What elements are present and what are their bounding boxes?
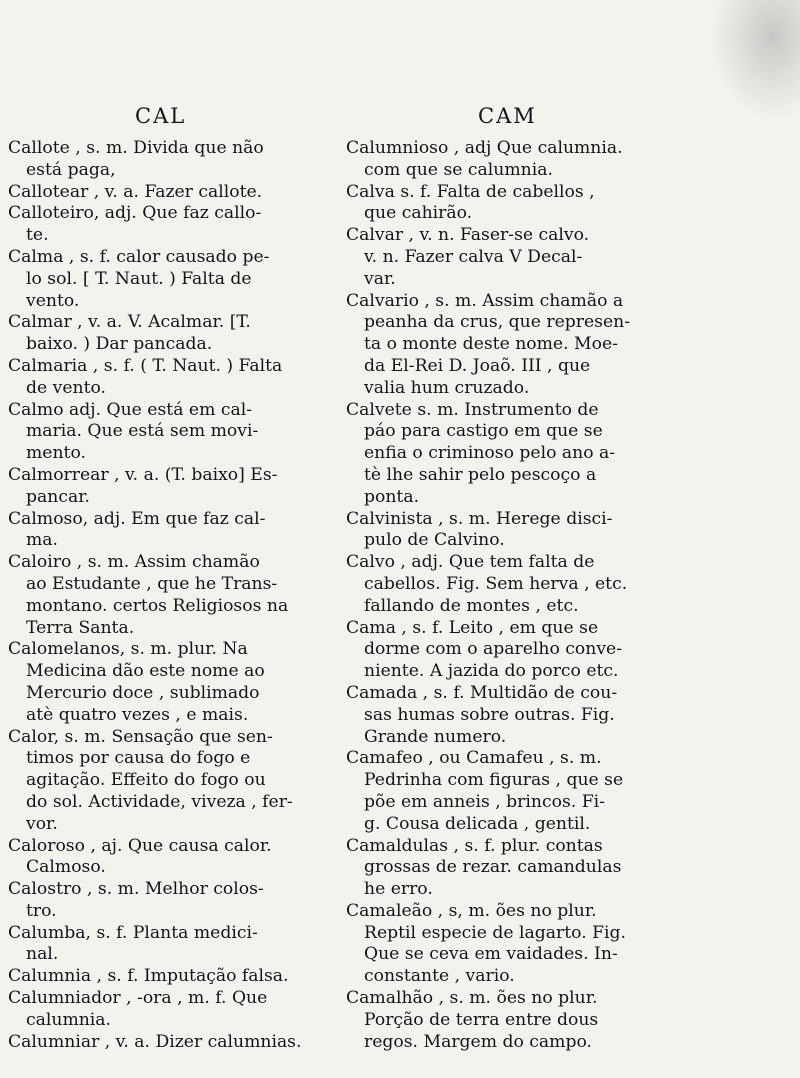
entry-continuation: ta o monte deste nome. Moe- — [364, 334, 618, 355]
dictionary-entry — [8, 879, 326, 923]
entry-continuation: Mercurio doce , sublimado — [26, 682, 260, 703]
entry-continuation: he erro. — [364, 879, 433, 900]
entry-continuation: fallando de montes , etc. — [364, 595, 579, 616]
entry-headline: Calvar , v. n. Faser-se calvo. — [346, 225, 590, 246]
left-column — [8, 138, 326, 1053]
entry-headline: Callote , s. m. Divida que não — [8, 138, 264, 158]
entry-continuation: da El-Rei D. Joaõ. III , que — [364, 355, 591, 376]
entry-headline: Camaleão , s, m. ões no plur. — [346, 900, 597, 921]
dictionary-entry — [346, 552, 676, 617]
entry-headline: Calumniar , v. a. Dizer calumnias. — [8, 1031, 302, 1052]
entry-continuation: vento. — [26, 290, 80, 311]
entry-headline: Callotear , v. a. Fazer callote. — [8, 181, 263, 202]
entry-continuation: páo para castigo em que se — [364, 421, 603, 442]
entry-continuation: valia hum cruzado. — [364, 377, 530, 398]
entry-continuation: mento. — [26, 443, 86, 464]
entry-headline: Calvo , adj. Que tem falta de — [346, 552, 595, 573]
dictionary-entry — [346, 509, 676, 553]
entry-headline: Calmorrear , v. a. (T. baixo] Es- — [8, 464, 278, 485]
dictionary-entry — [346, 225, 676, 290]
entry-continuation: grossas de rezar. camandulas — [364, 857, 622, 878]
right-column — [346, 138, 676, 1053]
entry-headline: Caloroso , aj. Que causa calor. — [8, 835, 272, 856]
entry-continuation: está paga, — [26, 159, 116, 180]
entry-headline: Calvinista , s. m. Herege disci- — [346, 508, 613, 529]
entry-headline: Calmaria , s. f. ( T. Naut. ) Falta — [8, 355, 283, 376]
entry-headline: Camada , s. f. Multidão de cou- — [346, 682, 618, 703]
dictionary-entry — [346, 836, 676, 901]
dictionary-entry — [346, 748, 676, 835]
entry-headline: Calumba, s. f. Planta medici- — [8, 922, 258, 943]
entry-continuation: tè lhe sahir pelo pescoço a — [364, 464, 597, 485]
dictionary-entry — [8, 138, 326, 182]
entry-continuation: ponta. — [364, 486, 420, 507]
entry-continuation: var. — [364, 268, 396, 289]
entry-continuation: atè quatro vezes , e mais. — [26, 704, 249, 725]
entry-headline: Calva s. f. Falta de cabellos , — [346, 181, 595, 202]
entry-headline: Calvete s. m. Instrumento de — [346, 399, 599, 420]
entry-continuation: baixo. ) Dar pancada. — [26, 334, 213, 355]
entry-continuation: Terra Santa. — [26, 617, 135, 638]
dictionary-entry — [8, 247, 326, 312]
entry-continuation: Reptil especie de lagarto. Fig. — [364, 922, 627, 943]
entry-headline: Calumnioso , adj Que calumnia. — [346, 138, 623, 158]
entry-continuation: agitação. Effeito do fogo ou — [26, 770, 266, 791]
page-stain — [710, 0, 800, 120]
entry-continuation: põe em anneis , brincos. Fi- — [364, 791, 605, 812]
dictionary-entry — [346, 988, 676, 1053]
entry-headline: Calmar , v. a. V. Acalmar. [T. — [8, 312, 251, 333]
entry-continuation: g. Cousa delicada , gentil. — [364, 813, 591, 834]
entry-continuation: Grande numero. — [364, 726, 507, 747]
dictionary-entry — [346, 683, 676, 748]
entry-headline: Camaldulas , s. f. plur. contas — [346, 835, 603, 856]
dictionary-entry — [8, 727, 326, 836]
dictionary-entry — [346, 400, 676, 509]
entry-continuation: calumnia. — [26, 1009, 112, 1030]
column-header-right: CAM — [478, 104, 537, 128]
entry-continuation: regos. Margem do campo. — [364, 1031, 592, 1052]
entry-headline: Calumniador , -ora , m. f. Que — [8, 988, 268, 1009]
entry-headline: Calor, s. m. Sensação que sen- — [8, 726, 273, 747]
dictionary-entry — [8, 509, 326, 553]
entry-headline: Cama , s. f. Leito , em que se — [346, 617, 599, 638]
entry-headline: Calmoso, adj. Em que faz cal- — [8, 508, 266, 529]
entry-continuation: cabellos. Fig. Sem herva , etc. — [364, 573, 628, 594]
entry-continuation: que cahirão. — [364, 203, 473, 224]
entry-headline: Calmo adj. Que está em cal- — [8, 399, 253, 420]
entry-continuation: nal. — [26, 944, 59, 965]
entry-continuation: maria. Que está sem movi- — [26, 421, 259, 442]
entry-headline: Camalhão , s. m. ões no plur. — [346, 988, 598, 1009]
entry-headline: Calumnia , s. f. Imputação falsa. — [8, 966, 289, 987]
dictionary-entry — [8, 1032, 326, 1054]
dictionary-entry — [346, 291, 676, 400]
entry-continuation: de vento. — [26, 377, 107, 398]
entry-continuation: pulo de Calvino. — [364, 530, 505, 551]
entry-headline: Calma , s. f. calor causado pe- — [8, 246, 270, 267]
entry-headline: Calomelanos, s. m. plur. Na — [8, 639, 248, 660]
entry-continuation: do sol. Actividade, viveza , fer- — [26, 791, 293, 812]
entry-headline: Calvario , s. m. Assim chamão a — [346, 290, 624, 311]
entry-continuation: Pedrinha com figuras , que se — [364, 770, 624, 791]
entry-headline: Caloiro , s. m. Assim chamão — [8, 552, 260, 573]
dictionary-entry — [8, 988, 326, 1032]
entry-continuation: v. n. Fazer calva V Decal- — [364, 246, 583, 267]
entry-continuation: Medicina dão este nome ao — [26, 661, 265, 682]
entry-continuation: vor. — [26, 813, 58, 834]
entry-continuation: lo sol. [ T. Naut. ) Falta de — [26, 268, 252, 289]
entry-continuation: timos por causa do fogo e — [26, 748, 251, 769]
column-header-left: CAL — [135, 104, 187, 128]
dictionary-entry — [346, 901, 676, 988]
entry-headline: Calostro , s. m. Melhor colos- — [8, 879, 264, 900]
dictionary-entry — [346, 618, 676, 683]
entry-continuation: niente. A jazida do porco etc. — [364, 661, 619, 682]
entry-continuation: tro. — [26, 900, 57, 921]
entry-continuation: Que se ceva em vaidades. In- — [364, 944, 618, 965]
dictionary-entry — [8, 552, 326, 639]
entry-continuation: peanha da crus, que represen- — [364, 312, 630, 333]
dictionary-entry — [8, 203, 326, 247]
dictionary-entry — [346, 138, 676, 182]
entry-continuation: Calmoso. — [26, 857, 106, 878]
entry-headline: Camafeo , ou Camafeu , s. m. — [346, 748, 602, 769]
dictionary-entry — [8, 182, 326, 204]
entry-continuation: ao Estudante , que he Trans- — [26, 573, 278, 594]
dictionary-entry — [8, 923, 326, 967]
dictionary-entry — [8, 639, 326, 726]
dictionary-entry — [8, 400, 326, 465]
dictionary-entry — [8, 356, 326, 400]
entry-continuation: dorme com o aparelho conve- — [364, 639, 623, 660]
entry-continuation: pancar. — [26, 486, 90, 507]
entry-continuation: te. — [26, 225, 49, 246]
dictionary-entry — [8, 312, 326, 356]
entry-continuation: sas humas sobre outras. Fig. — [364, 704, 615, 725]
entry-continuation: montano. certos Religiosos na — [26, 595, 289, 616]
dictionary-entry — [8, 465, 326, 509]
entry-headline: Calloteiro, adj. Que faz callo- — [8, 203, 262, 224]
entry-continuation: com que se calumnia. — [364, 159, 553, 180]
dictionary-entry — [8, 966, 326, 988]
entry-continuation: Porção de terra entre dous — [364, 1009, 599, 1030]
dictionary-entry — [346, 182, 676, 226]
dictionary-entry — [8, 836, 326, 880]
entry-continuation: ma. — [26, 530, 59, 551]
entry-continuation: enfia o criminoso pelo ano a- — [364, 443, 616, 464]
entry-continuation: constante , vario. — [364, 966, 515, 987]
